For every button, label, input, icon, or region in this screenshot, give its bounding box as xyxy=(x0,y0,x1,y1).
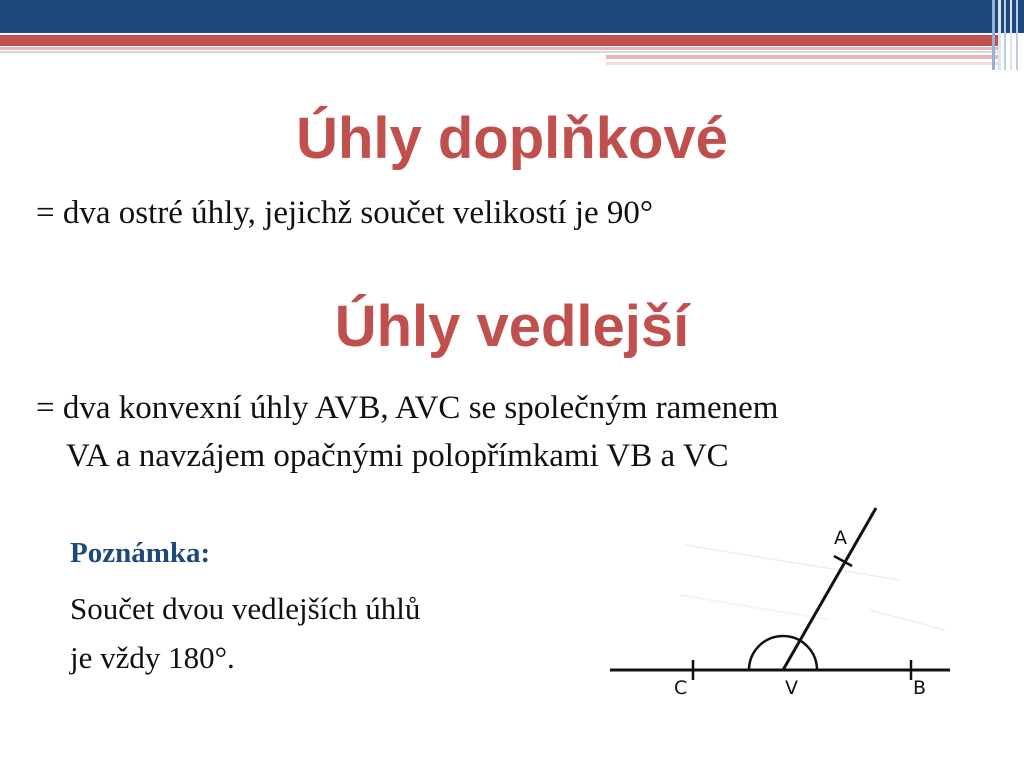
faint-guide-line-2 xyxy=(680,595,830,620)
ray-va xyxy=(783,508,876,670)
header-edge-4 xyxy=(1010,0,1012,70)
faint-guide-line-3 xyxy=(870,610,945,630)
header-red-stripe xyxy=(0,35,1000,46)
note-line-1: Součet dvou vedlejších úhlů xyxy=(70,591,421,626)
label-c: C xyxy=(674,677,688,699)
header-pink-underline-1 xyxy=(606,55,1000,59)
label-v: V xyxy=(785,677,798,699)
definition-complementary-angles: = dva ostré úhly, jejichž součet velikostí je 90° xyxy=(36,195,654,231)
label-a: A xyxy=(834,527,847,549)
header-edge-2 xyxy=(998,0,1001,70)
definition-supplementary-line-2: VA a navzájem opačnými polopřímkami VB a VC xyxy=(66,438,729,474)
title-supplementary-angles: Úhly vedlejší xyxy=(334,294,690,359)
definition-supplementary-line-1: = dva konvexní úhly AVB, AVC se společným ramenem xyxy=(36,390,779,426)
header-edge-1 xyxy=(992,0,995,70)
header-edge-5 xyxy=(1016,0,1018,70)
header-pink-stripe xyxy=(0,47,1000,50)
header-blue-bar xyxy=(0,0,1024,33)
label-b: B xyxy=(913,677,927,699)
header-decoration xyxy=(0,0,1024,80)
title-complementary-angles: Úhly doplňkové xyxy=(296,106,728,171)
supplementary-angles-diagram xyxy=(600,500,960,710)
header-gray-stripe xyxy=(0,51,1000,53)
note-line-2: je vždy 180°. xyxy=(70,640,235,675)
angle-arc xyxy=(749,636,817,670)
header-pink-underline-2 xyxy=(606,62,1000,65)
note-heading: Poznámka: xyxy=(70,537,211,569)
faint-guide-line-1 xyxy=(685,545,900,580)
header-edge-3 xyxy=(1004,0,1006,70)
